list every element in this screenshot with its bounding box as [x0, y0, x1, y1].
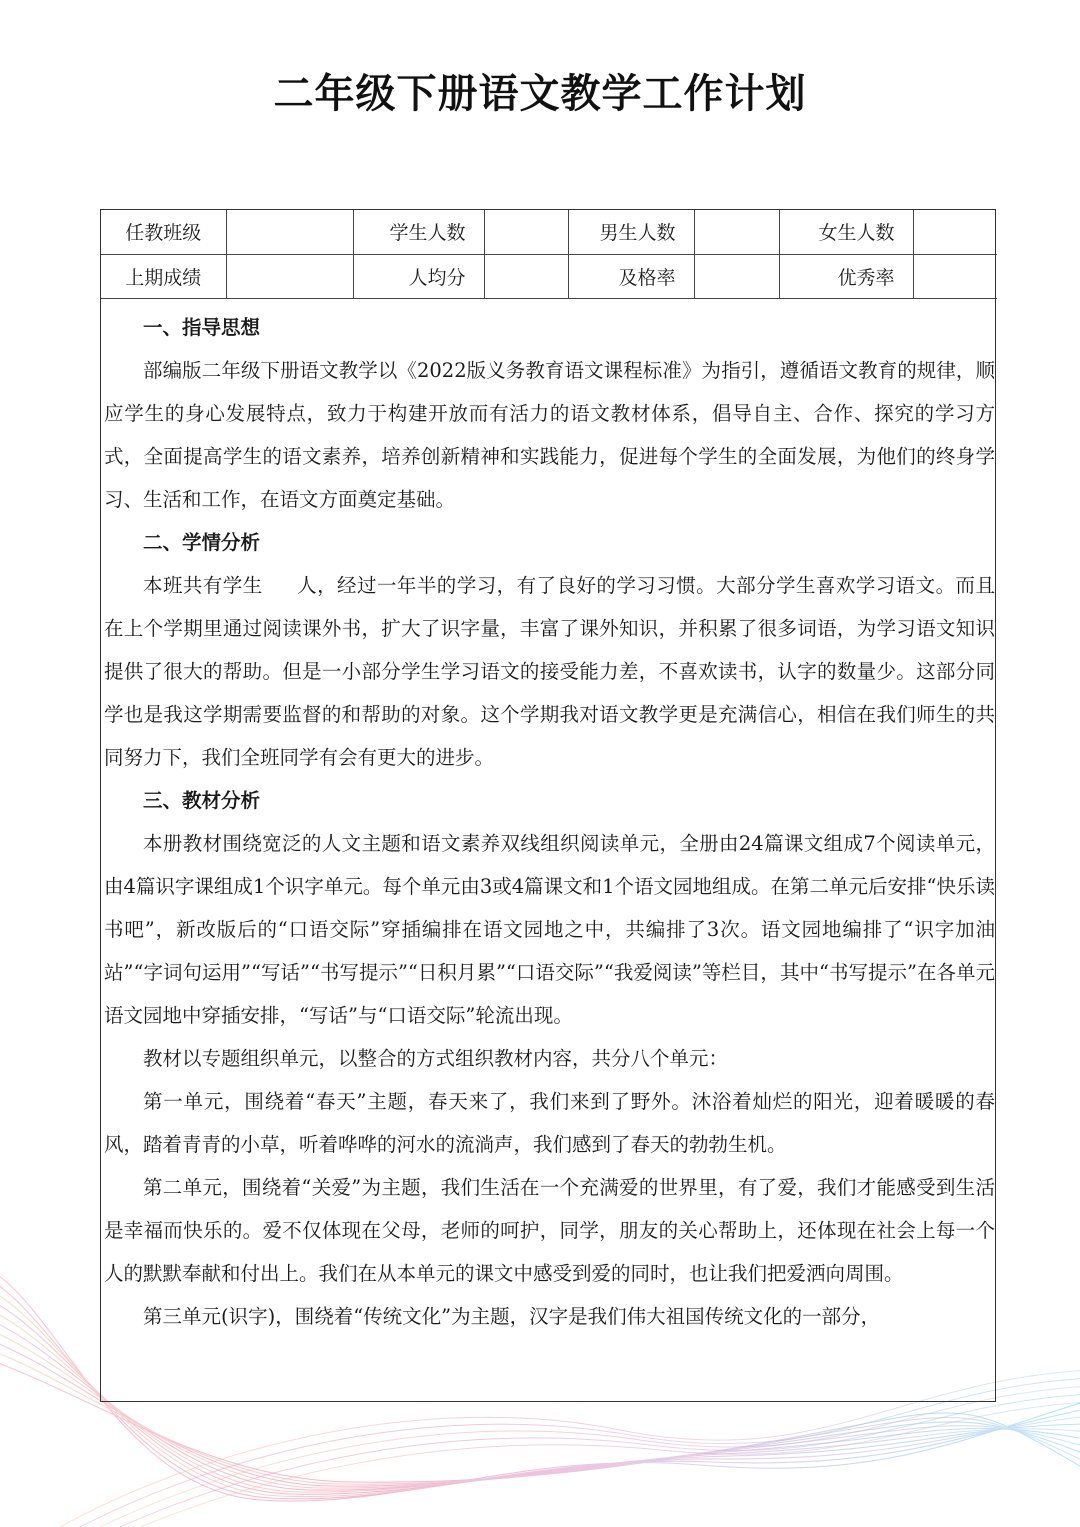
plan-body: [101, 300, 997, 1338]
paragraph-analysis: [104, 564, 995, 779]
analysis-text-after: 人，经过一年半的学习，有了良好的学习习惯。大部分学生喜欢学习语文。而且在上个学期里通过阅读课外书，扩大了识字量，丰富了课外知识，并积累了很多词语，为学习语文知识提供了很大的帮助。但是一小部分学生学习语文的接受能力差，不喜欢读书，认字的数量少。这部分同学也是我这学期需要监督的和帮助的对象。这个学期我对语文教学更是充满信心，相信在我们师生的共同努力下，我们全班同学有会有更大的进步。: [104, 574, 995, 769]
label-excellent-rate: 优秀率: [779, 254, 913, 298]
analysis-text-before: 本班共有学生: [143, 574, 263, 597]
class-info-table: [101, 210, 997, 299]
label-average: 人均分: [353, 254, 484, 298]
value-boy-count: [694, 210, 779, 254]
label-last-score: 上期成绩: [101, 254, 226, 298]
value-pass-rate: [694, 254, 779, 298]
label-student-count: 学生人数: [353, 210, 484, 254]
value-girl-count: [913, 210, 997, 254]
paragraph-guiding: 部编版二年级下册语文教学以《2022版义务教育语文课程标准》为指引，遵循语文教育的规律，顺应学生的身心发展特点，致力于构建开放而有活力的语文教材体系，倡导自主、合作、探究的学习方式，全面提高学生的语文素养，培养创新精神和实践能力，促进每个学生的全面发展，为他们的终身学习、生活和工作，在语文方面奠定基础。: [104, 359, 995, 511]
info-row-score: [101, 254, 997, 298]
value-excellent-rate: [913, 254, 997, 298]
section-heading-guiding: 一、指导思想: [143, 316, 261, 339]
info-row-class: [101, 210, 997, 254]
plan-sheet: [100, 209, 996, 1402]
value-class: [226, 210, 353, 254]
label-girl-count: 女生人数: [779, 210, 913, 254]
paragraph-textbook-1: 本册教材围绕宽泛的人文主题和语文素养双线组织阅读单元，全册由24篇课文组成7个阅读单元，由4篇识字课组成1个识字单元。每个单元由3或4篇课文和1个语文园地组成。在第二单元后安排“快乐读书吧”，新改版后的“口语交际”穿插编排在语文园地之中，共编排了3次。语文园地编排了“识字加油站”“字词句运用”“写话”“书写提示”“日积月累”“口语交际”“我爱阅读”等栏目，其中“书写提示”在各单元语文园地中穿插安排，“写话”与“口语交际”轮流出现。: [104, 832, 996, 1027]
paragraph-unit-3: 第三单元(识字)，围绕着“传统文化”为主题，汉字是我们伟大祖国传统文化的一部分，: [143, 1305, 881, 1328]
document-title: 二年级下册语文教学工作计划: [273, 71, 807, 117]
paragraph-unit-1: 第一单元，围绕着“春天”主题，春天来了，我们来到了野外。沐浴着灿烂的阳光，迎着暖暖的春风，踏着青青的小草，听着哗哗的河水的流淌声，我们感到了春天的勃勃生机。: [104, 1090, 995, 1156]
label-boy-count: 男生人数: [568, 210, 694, 254]
value-student-count: [484, 210, 568, 254]
section-heading-analysis: 二、学情分析: [143, 531, 261, 554]
label-class: 任教班级: [101, 210, 226, 254]
value-average: [484, 254, 568, 298]
paragraph-unit-2: 第二单元，围绕着“关爱”为主题，我们生活在一个充满爱的世界里，有了爱，我们才能感受到生活是幸福而快乐的。爱不仅体现在父母，老师的呵护，同学，朋友的关心帮助上，还体现在社会上每一个人的默默奉献和付出上。我们在从本单元的课文中感受到爱的同时，也让我们把爱洒向周围。: [104, 1176, 995, 1285]
value-last-score: [226, 254, 353, 298]
paragraph-textbook-2: 教材以专题组织单元，以整合的方式组织教材内容，共分八个单元：: [143, 1047, 729, 1070]
section-heading-textbook: 三、教材分析: [143, 789, 261, 812]
label-pass-rate: 及格率: [568, 254, 694, 298]
